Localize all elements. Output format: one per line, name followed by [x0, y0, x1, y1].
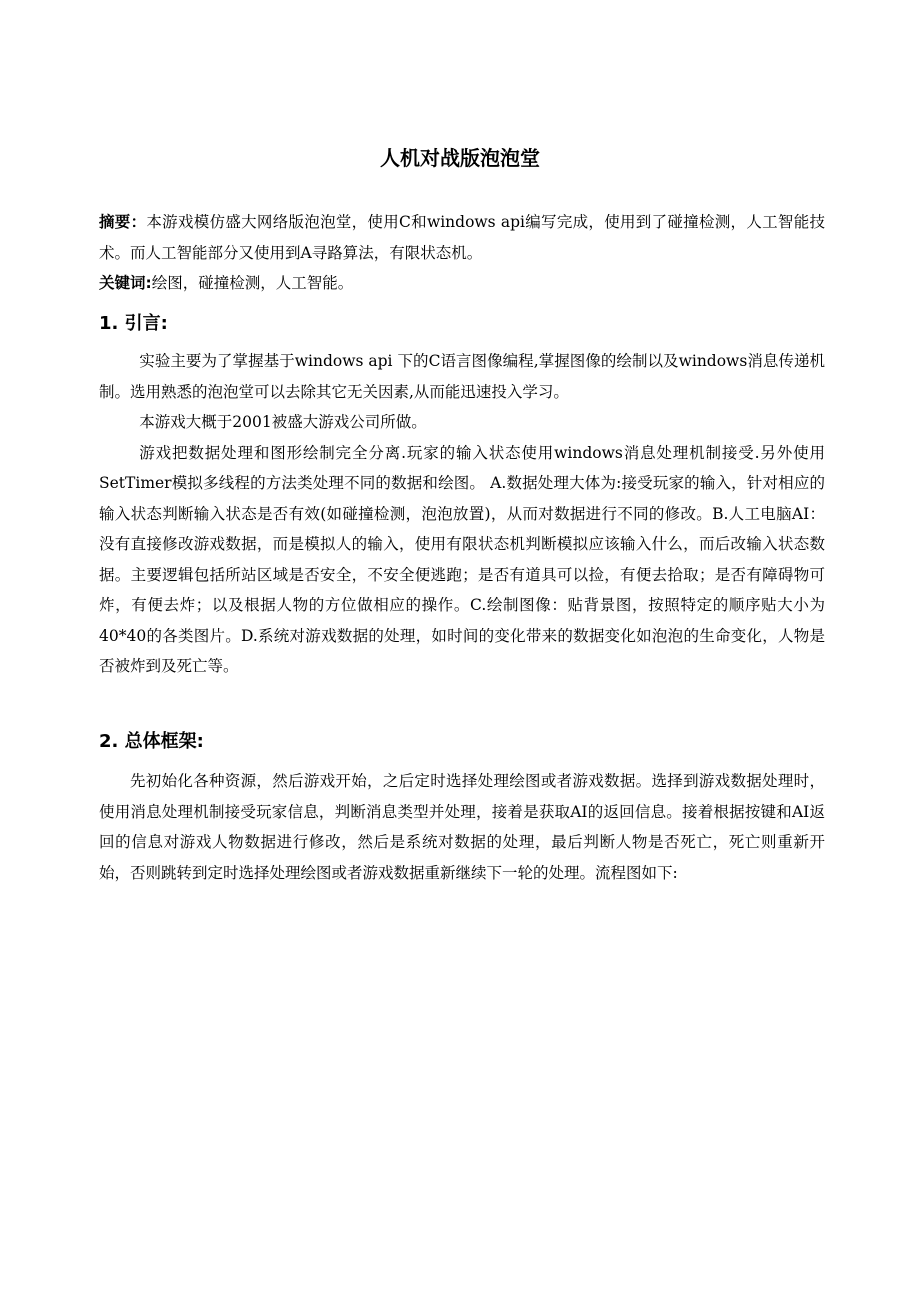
section-1-heading: 1. 引言: — [99, 313, 168, 334]
keywords-text: 绘图，碰撞检测，人工智能。 — [151, 274, 354, 292]
section-2-body — [99, 766, 825, 888]
section-2-heading: 2. 总体框架: — [99, 731, 204, 752]
keywords-label: 关键词: — [99, 274, 152, 292]
abstract-block — [99, 207, 825, 299]
section-2-paragraph-1: 先初始化各种资源，然后游戏开始，之后定时选择处理绘图或者游戏数据。选择到游戏数据处理时，使用消息处理机制接受玩家信息，判断消息类型并处理，接着是获取AI的返回信息。接着根据按键和AI返回的信息对游戏人物数据进行修改，然后是系统对数据的处理，最后判断人物是否死亡，死亡则重新开始，否则跳转到定时选择处理绘图或者游戏数据重新继续下一轮的处理。流程图如下: — [99, 772, 825, 882]
abstract-text: 本游戏模仿盛大网络版泡泡堂，使用C和windows api编写完成，使用到了碰撞检测，人工智能技术。而人工智能部分又使用到A寻路算法，有限状态机。 — [99, 213, 825, 262]
keywords-paragraph — [99, 268, 825, 299]
document-title: 人机对战版泡泡堂 — [380, 146, 540, 170]
abstract-label: 摘要： — [99, 213, 147, 231]
section-1-paragraph-3: 游戏把数据处理和图形绘制完全分离.玩家的输入状态使用windows消息处理机制接受.另外使用SetTimer模拟多线程的方法类处理不同的数据和绘图。 A.数据处理大体为:接受玩家的输入，针对相应的输入状态判断输入状态是否有效(如碰撞检测，泡泡放置)，从而对数据进行不同的修改。B.人工电脑AI：没有直接修改游戏数据，而是模拟人的输入，使用有限状态机判断模拟应该输入什么，而后改输入状态数据。主要逻辑包括所站区域是否安全，不安全便逃跑；是否有道具可以捡，有便去拾取；是否有障碍物可炸，有便去炸；以及根据人物的方位做相应的操作。C.绘制图像：贴背景图，按照特定的顺序贴大小为40*40的各类图片。D.系统对游戏数据的处理，如时间的变化带来的数据变化如泡泡的生命变化，人物是否被炸到及死亡等。 — [99, 443, 825, 675]
section-1-paragraph-2: 本游戏大概于2001被盛大游戏公司所做。 — [139, 413, 427, 431]
section-1-body — [99, 346, 825, 682]
abstract-paragraph — [99, 207, 825, 268]
section-1-paragraph-1: 实验主要为了掌握基于windows api 下的C语言图像编程,掌握图像的绘制以及windows消息传递机制。选用熟悉的泡泡堂可以去除其它无关因素,从而能迅速投入学习。 — [99, 352, 825, 401]
